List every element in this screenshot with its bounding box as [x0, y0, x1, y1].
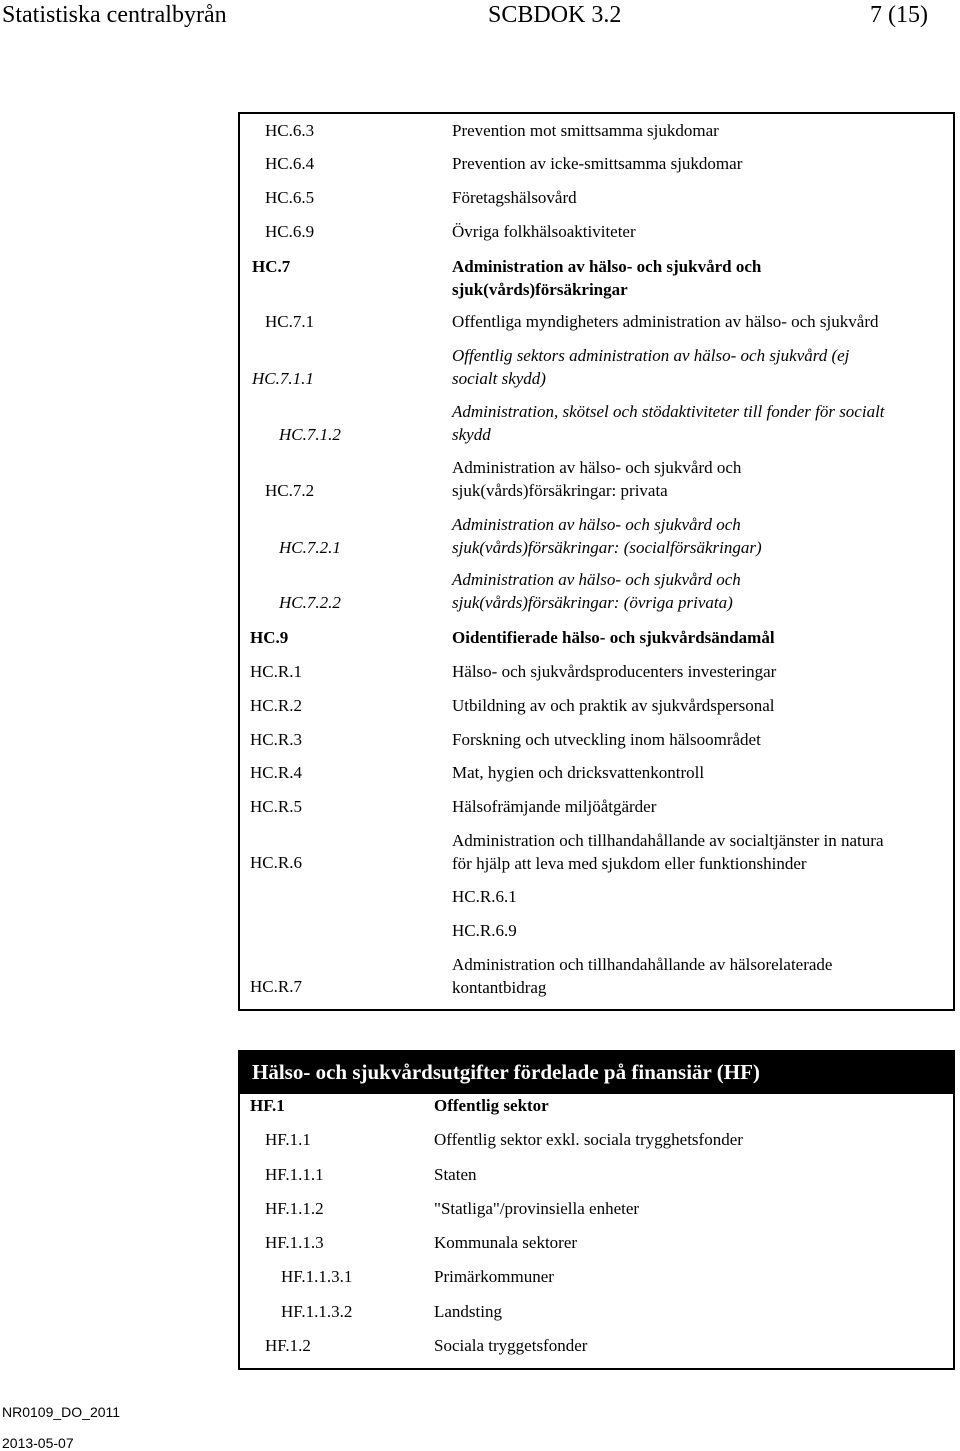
hc-code: HC.6.9	[265, 222, 315, 241]
hc-code: HC.6.4	[265, 154, 315, 173]
org-name: Statistiska centralbyrån	[2, 2, 227, 28]
hc-code: HC.7.2.1	[279, 538, 341, 557]
hf-code: HF.1.1.2	[265, 1199, 324, 1218]
hf-code: HF.1.1.1	[265, 1165, 324, 1184]
hc-label: Administration och tillhandahållande av hälsorelaterade	[452, 955, 833, 974]
hf-label: Staten	[434, 1165, 477, 1184]
hf-code: HF.1	[250, 1096, 285, 1115]
hc-label-cont: sjuk(vårds)försäkringar	[452, 280, 628, 299]
hc-label: Forskning och utveckling inom hälsoområdet	[452, 730, 761, 749]
hc-label: Utbildning av och praktik av sjukvårdspersonal	[452, 696, 775, 715]
hc-code: HC.7.2	[265, 481, 315, 500]
footer-date: 2013-05-07	[2, 1435, 74, 1451]
hc-code: HC.9	[250, 628, 289, 647]
hc-code: HC.7.1	[265, 312, 315, 331]
hf-code: HF.1.2	[265, 1336, 311, 1355]
hc-label: Administration av hälso- och sjukvård och	[452, 257, 762, 276]
hc-label: Hälsofrämjande miljöåtgärder	[452, 797, 657, 816]
hc-label: Administration av hälso- och sjukvård och	[452, 570, 741, 589]
hf-label: Primärkommuner	[434, 1267, 554, 1286]
hc-label: Administration, skötsel och stödaktiviteter till fonder för socialt	[452, 402, 885, 421]
hc-label: Mat, hygien och dricksvattenkontroll	[452, 763, 705, 782]
hf-label: Offentlig sektor exkl. sociala trygghetsfonder	[434, 1130, 743, 1149]
hc-label-cont: kontantbidrag	[452, 978, 547, 997]
hc-label: Offentliga myndigheters administration av hälso- och sjukvård	[452, 312, 879, 331]
hf-code: HF.1.1.3.1	[281, 1267, 353, 1286]
hc-label-cont: socialt skydd)	[452, 369, 546, 388]
hc-label-cont: skydd	[452, 425, 491, 444]
hc-label: Övriga folkhälsoaktiviteter	[452, 222, 636, 241]
hc-label: Administration av hälso- och sjukvård och	[452, 458, 742, 477]
hc-label: Offentlig sektors administration av hälso- och sjukvård (ej	[452, 346, 850, 365]
hf-code: HF.1.1.3	[265, 1233, 324, 1252]
hf-label: "Statliga"/provinsiella enheter	[434, 1199, 640, 1218]
hf-code: HF.1.1.3.2	[281, 1302, 353, 1321]
hc-code: HC.R.7	[250, 977, 302, 996]
hc-code: HC.R.1	[250, 662, 302, 681]
footer-doc-id: NR0109_DO_2011	[2, 1404, 121, 1420]
hc-code: HC.6.5	[265, 188, 315, 207]
hc-code: HC.R.6	[250, 853, 302, 872]
hf-label: Offentlig sektor	[434, 1096, 549, 1115]
hc-label: Hälso- och sjukvårdsproducenters investeringar	[452, 662, 777, 681]
hc-code: HC.R.3	[250, 730, 302, 749]
hc-label-cont: sjuk(vårds)försäkringar: privata	[452, 481, 668, 500]
hc-code: HC.6.3	[265, 121, 315, 140]
hc-label: Företagshälsovård	[452, 188, 577, 207]
hc-code: HC.R.4	[250, 763, 302, 782]
doc-code: SCBDOK 3.2	[488, 2, 622, 28]
hc-label: Prevention av icke-smittsamma sjukdomar	[452, 154, 743, 173]
hc-label: Prevention mot smittsamma sjukdomar	[452, 121, 719, 140]
hc-label-cont: för hjälp att leva med sjukdom eller funktionshinder	[452, 854, 807, 873]
hc-code: HC.7.2.2	[279, 593, 341, 612]
hc-label: HC.R.6.1	[452, 887, 517, 906]
hc-label: HC.R.6.9	[452, 921, 517, 940]
hc-label: Administration av hälso- och sjukvård och	[452, 515, 741, 534]
hc-label: Administration och tillhandahållande av socialtjänster in natura	[452, 831, 884, 850]
hc-classification-table	[238, 112, 955, 1011]
hf-label: Kommunala sektorer	[434, 1233, 578, 1252]
hc-code: HC.R.5	[250, 797, 302, 816]
hf-table-title: Hälso- och sjukvårdsutgifter fördelade på finansiär (HF)	[240, 1052, 953, 1094]
hc-code: HC.7.1.1	[252, 369, 314, 388]
hc-label-cont: sjuk(vårds)försäkringar: (socialförsäkringar)	[452, 538, 762, 557]
hc-code: HC.7	[252, 257, 291, 276]
hf-label: Landsting	[434, 1302, 502, 1321]
hf-label: Sociala tryggetsfonder	[434, 1336, 588, 1355]
hc-label-cont: sjuk(vårds)försäkringar: (övriga privata)	[452, 593, 733, 612]
hc-code: HC.R.2	[250, 696, 302, 715]
hc-code: HC.7.1.2	[279, 425, 341, 444]
page-number: 7 (15)	[870, 2, 928, 28]
hf-code: HF.1.1	[265, 1130, 311, 1149]
hc-label: Oidentifierade hälso- och sjukvårdsändamål	[452, 628, 775, 647]
